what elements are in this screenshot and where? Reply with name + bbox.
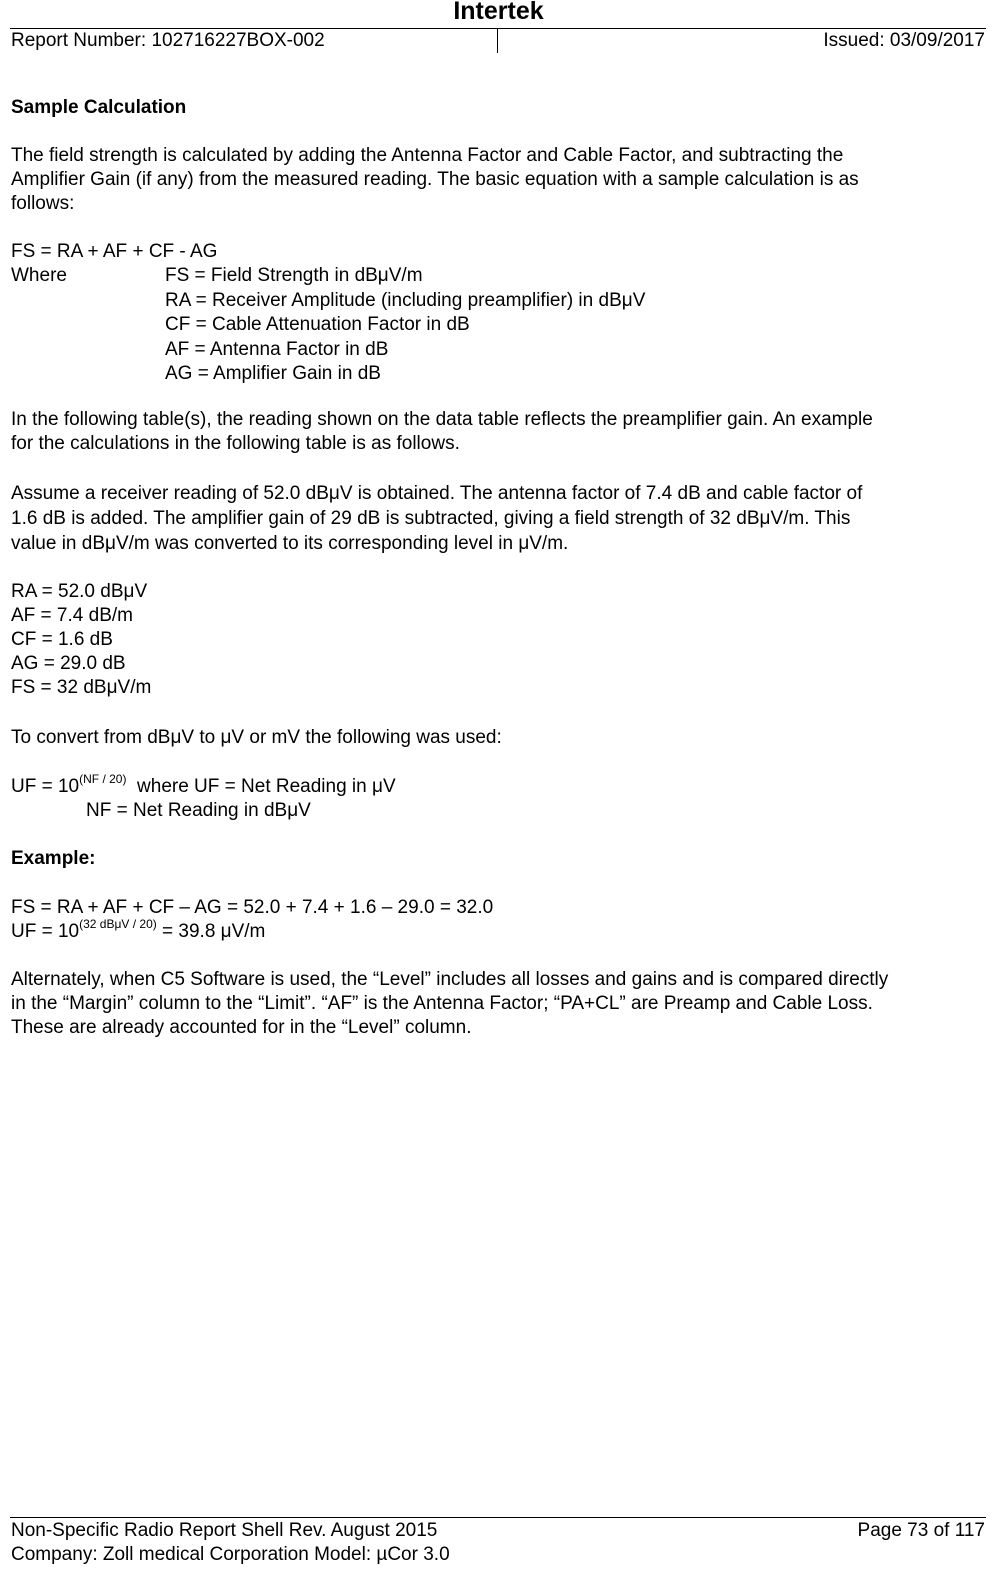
definition-item: CF = Cable Attenuation Factor in dB [165, 314, 470, 335]
alternate-line: in the “Margin” column to the “Limit”. “AF” is the Antenna Factor; “PA+CL” are Preamp and Cable Loss. [11, 993, 873, 1014]
uf-exponent: (NF / 20) [79, 772, 127, 786]
example-uf [11, 917, 981, 945]
alternate-line: Alternately, when C5 Software is used, the “Level” includes all losses and gains and is compared directly [11, 969, 889, 990]
definition-item: AG = Amplifier Gain in dB [165, 363, 381, 384]
table-note-line: In the following table(s), the reading shown on the data table reflects the preamplifier gain. An example [11, 409, 873, 430]
value-item: RA = 52.0 dBμV [11, 581, 148, 602]
issued-date: Issued: 03/09/2017 [823, 30, 985, 51]
definition-item: RA = Receiver Amplitude (including preamplifier) in dBμV [165, 289, 646, 311]
value-item: CF = 1.6 dB [11, 629, 113, 650]
definition-item: FS = Field Strength in dBμV/m [165, 265, 423, 286]
example-uf-base: UF = 10 [11, 921, 80, 942]
footer-company-model: Company: Zoll medical Corporation Model: µCor 3.0 [11, 1544, 450, 1565]
example-equation: FS = RA + AF + CF – AG = 52.0 + 7.4 + 1.6 – 29.0 = 32.0 [11, 897, 494, 918]
company-name: Intertek [453, 0, 544, 25]
report-number: Report Number: 102716227BOX-002 [11, 30, 325, 51]
footer-rule [10, 1517, 986, 1518]
assume-line: Assume a receiver reading of 52.0 dBμV is obtained. The antenna factor of 7.4 dB and cable factor of [11, 483, 863, 504]
convert-text: To convert from dBμV to μV or mV the following was used: [11, 727, 502, 748]
intro-paragraph [11, 144, 981, 216]
table-note-line: for the calculations in the following table is as follows. [11, 433, 460, 454]
header-divider [497, 28, 498, 53]
main-equation: FS = RA + AF + CF - AG [11, 241, 218, 262]
value-item: FS = 32 dBμV/m [11, 677, 152, 698]
alternate-paragraph [11, 968, 981, 1040]
intro-line: The field strength is calculated by adding the Antenna Factor and Cable Factor, and subtracting the [11, 145, 844, 166]
definitions-list [165, 264, 645, 387]
definition-item: AF = Antenna Factor in dB [165, 338, 389, 360]
uf-where: where UF = Net Reading in μV [126, 776, 396, 797]
example-title: Example: [11, 848, 96, 869]
assume-paragraph [11, 481, 981, 556]
footer-shell: Non-Specific Radio Report Shell Rev. August 2015 [11, 1520, 438, 1541]
nf-definition: NF = Net Reading in dBμV [86, 800, 311, 821]
example-uf-exponent: (32 dBμV / 20) [79, 917, 157, 931]
alternate-line: These are already accounted for in the “Level” column. [11, 1017, 472, 1038]
assume-line: 1.6 dB is added. The amplifier gain of 29 dB is subtracted, giving a field strength of 32 dBμV/m. This [11, 508, 851, 529]
section-title: Sample Calculation [11, 97, 187, 118]
values-list [11, 580, 981, 700]
intro-line: follows: [11, 193, 75, 214]
where-label: Where [11, 265, 67, 286]
example-uf-result: = 39.8 μV/m [156, 921, 266, 942]
header-top-rule [10, 28, 986, 29]
uf-formula [11, 772, 981, 800]
assume-line: value in dBμV/m was converted to its corresponding level in μV/m. [11, 533, 569, 554]
value-item: AF = 7.4 dB/m [11, 605, 133, 626]
value-item: AG = 29.0 dB [11, 653, 126, 674]
footer-page-number: Page 73 of 117 [857, 1520, 985, 1541]
uf-base: UF = 10 [11, 776, 80, 797]
table-note-paragraph [11, 408, 981, 456]
intro-line: Amplifier Gain (if any) from the measured reading. The basic equation with a sample calculation is as [11, 169, 859, 190]
